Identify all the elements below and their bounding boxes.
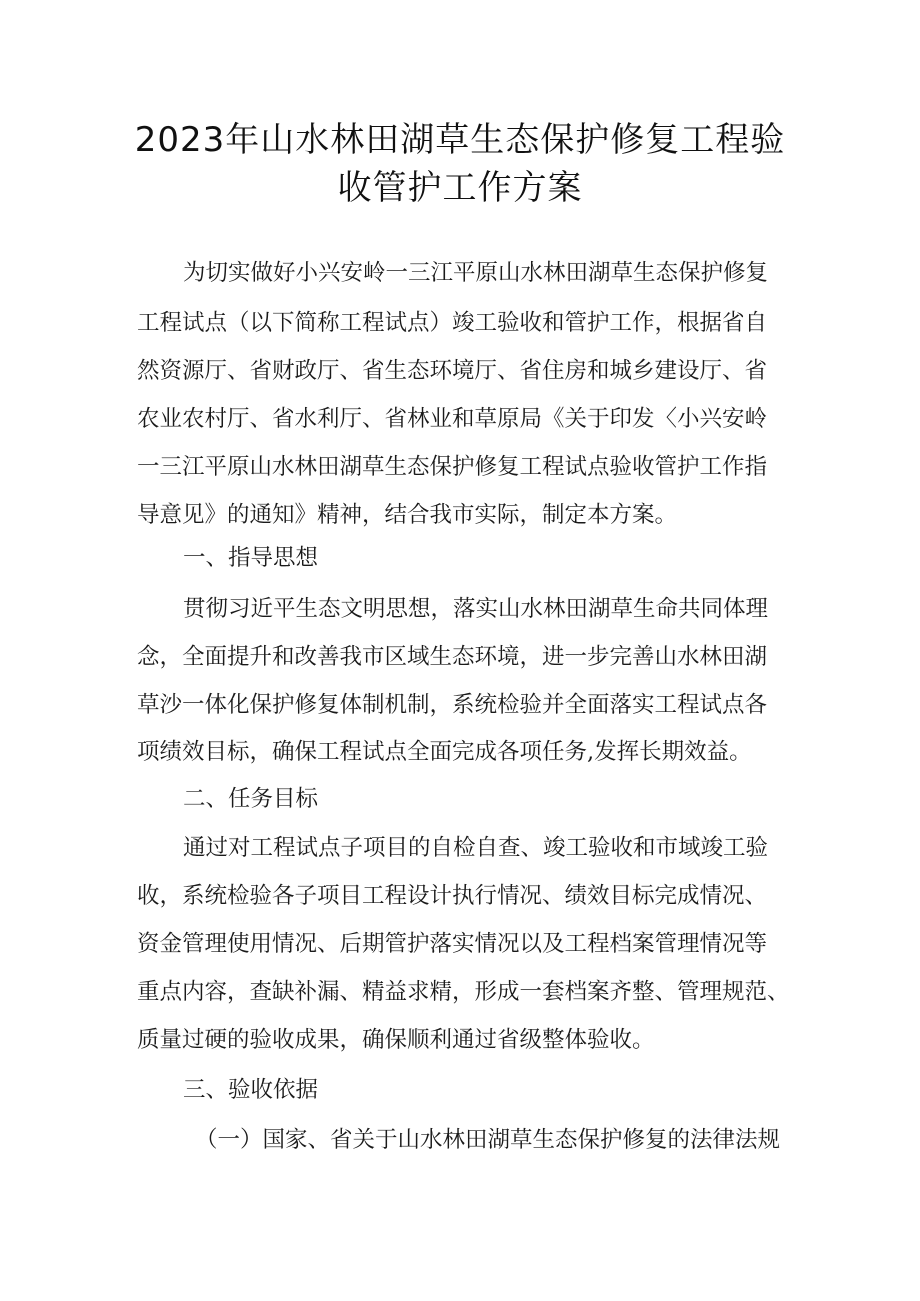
section-2-line-5: 质量过硬的验收成果，确保顺利通过省级整体验收。: [137, 1027, 655, 1053]
section-3-heading: 三、验收依据: [183, 1077, 319, 1103]
intro-line-3: 然资源厅、省财政厅、省生态环境厅、省住房和城乡建设厅、省: [137, 358, 768, 384]
section-2-line-3: 资金管理使用情况、后期管护落实情况以及工程档案管理情况等: [137, 931, 768, 957]
section-1-heading: 一、指导思想: [183, 545, 319, 571]
intro-line-4: 农业农村厅、省水利厅、省林业和草原局《关于印发〈小兴安岭: [137, 406, 768, 432]
intro-line-5: 一三江平原山水林田湖草生态保护修复工程试点验收管护工作指: [137, 454, 768, 480]
section-2-line-4: 重点内容，查缺补漏、精益求精，形成一套档案齐整、管理规范、: [137, 979, 790, 1005]
section-3-item-1: （一）国家、省关于山水林田湖草生态保护修复的法律法规: [195, 1127, 781, 1153]
document-title-line-1: 2023年山水林田湖草生态保护修复工程验: [134, 120, 786, 160]
intro-line-2: 工程试点（以下简称工程试点）竣工验收和管护工作，根据省自: [137, 310, 768, 336]
section-2-heading: 二、任务目标: [183, 786, 319, 812]
section-1-line-1: 贯彻习近平生态文明思想，落实山水林田湖草生命共同体理: [183, 596, 769, 622]
section-2-line-2: 收，系统检验各子项目工程设计执行情况、绩效目标完成情况、: [137, 883, 768, 909]
section-1-line-2: 念，全面提升和改善我市区域生态环境，进一步完善山水林田湖: [137, 644, 768, 670]
section-1-line-3: 草沙一体化保护修复体制机制，系统检验并全面落实工程试点各: [137, 692, 768, 718]
document-title-line-2: 收管护工作方案: [337, 168, 583, 208]
intro-line-6: 导意见》的通知》精神，结合我市实际，制定本方案。: [137, 502, 678, 528]
section-1-line-4: 项绩效目标，确保工程试点全面完成各项任务,发挥长期效益。: [137, 739, 752, 765]
intro-line-1: 为切实做好小兴安岭一三江平原山水林田湖草生态保护修复: [183, 260, 769, 286]
section-2-line-1: 通过对工程试点子项目的自检自查、竣工验收和市域竣工验: [183, 835, 769, 861]
